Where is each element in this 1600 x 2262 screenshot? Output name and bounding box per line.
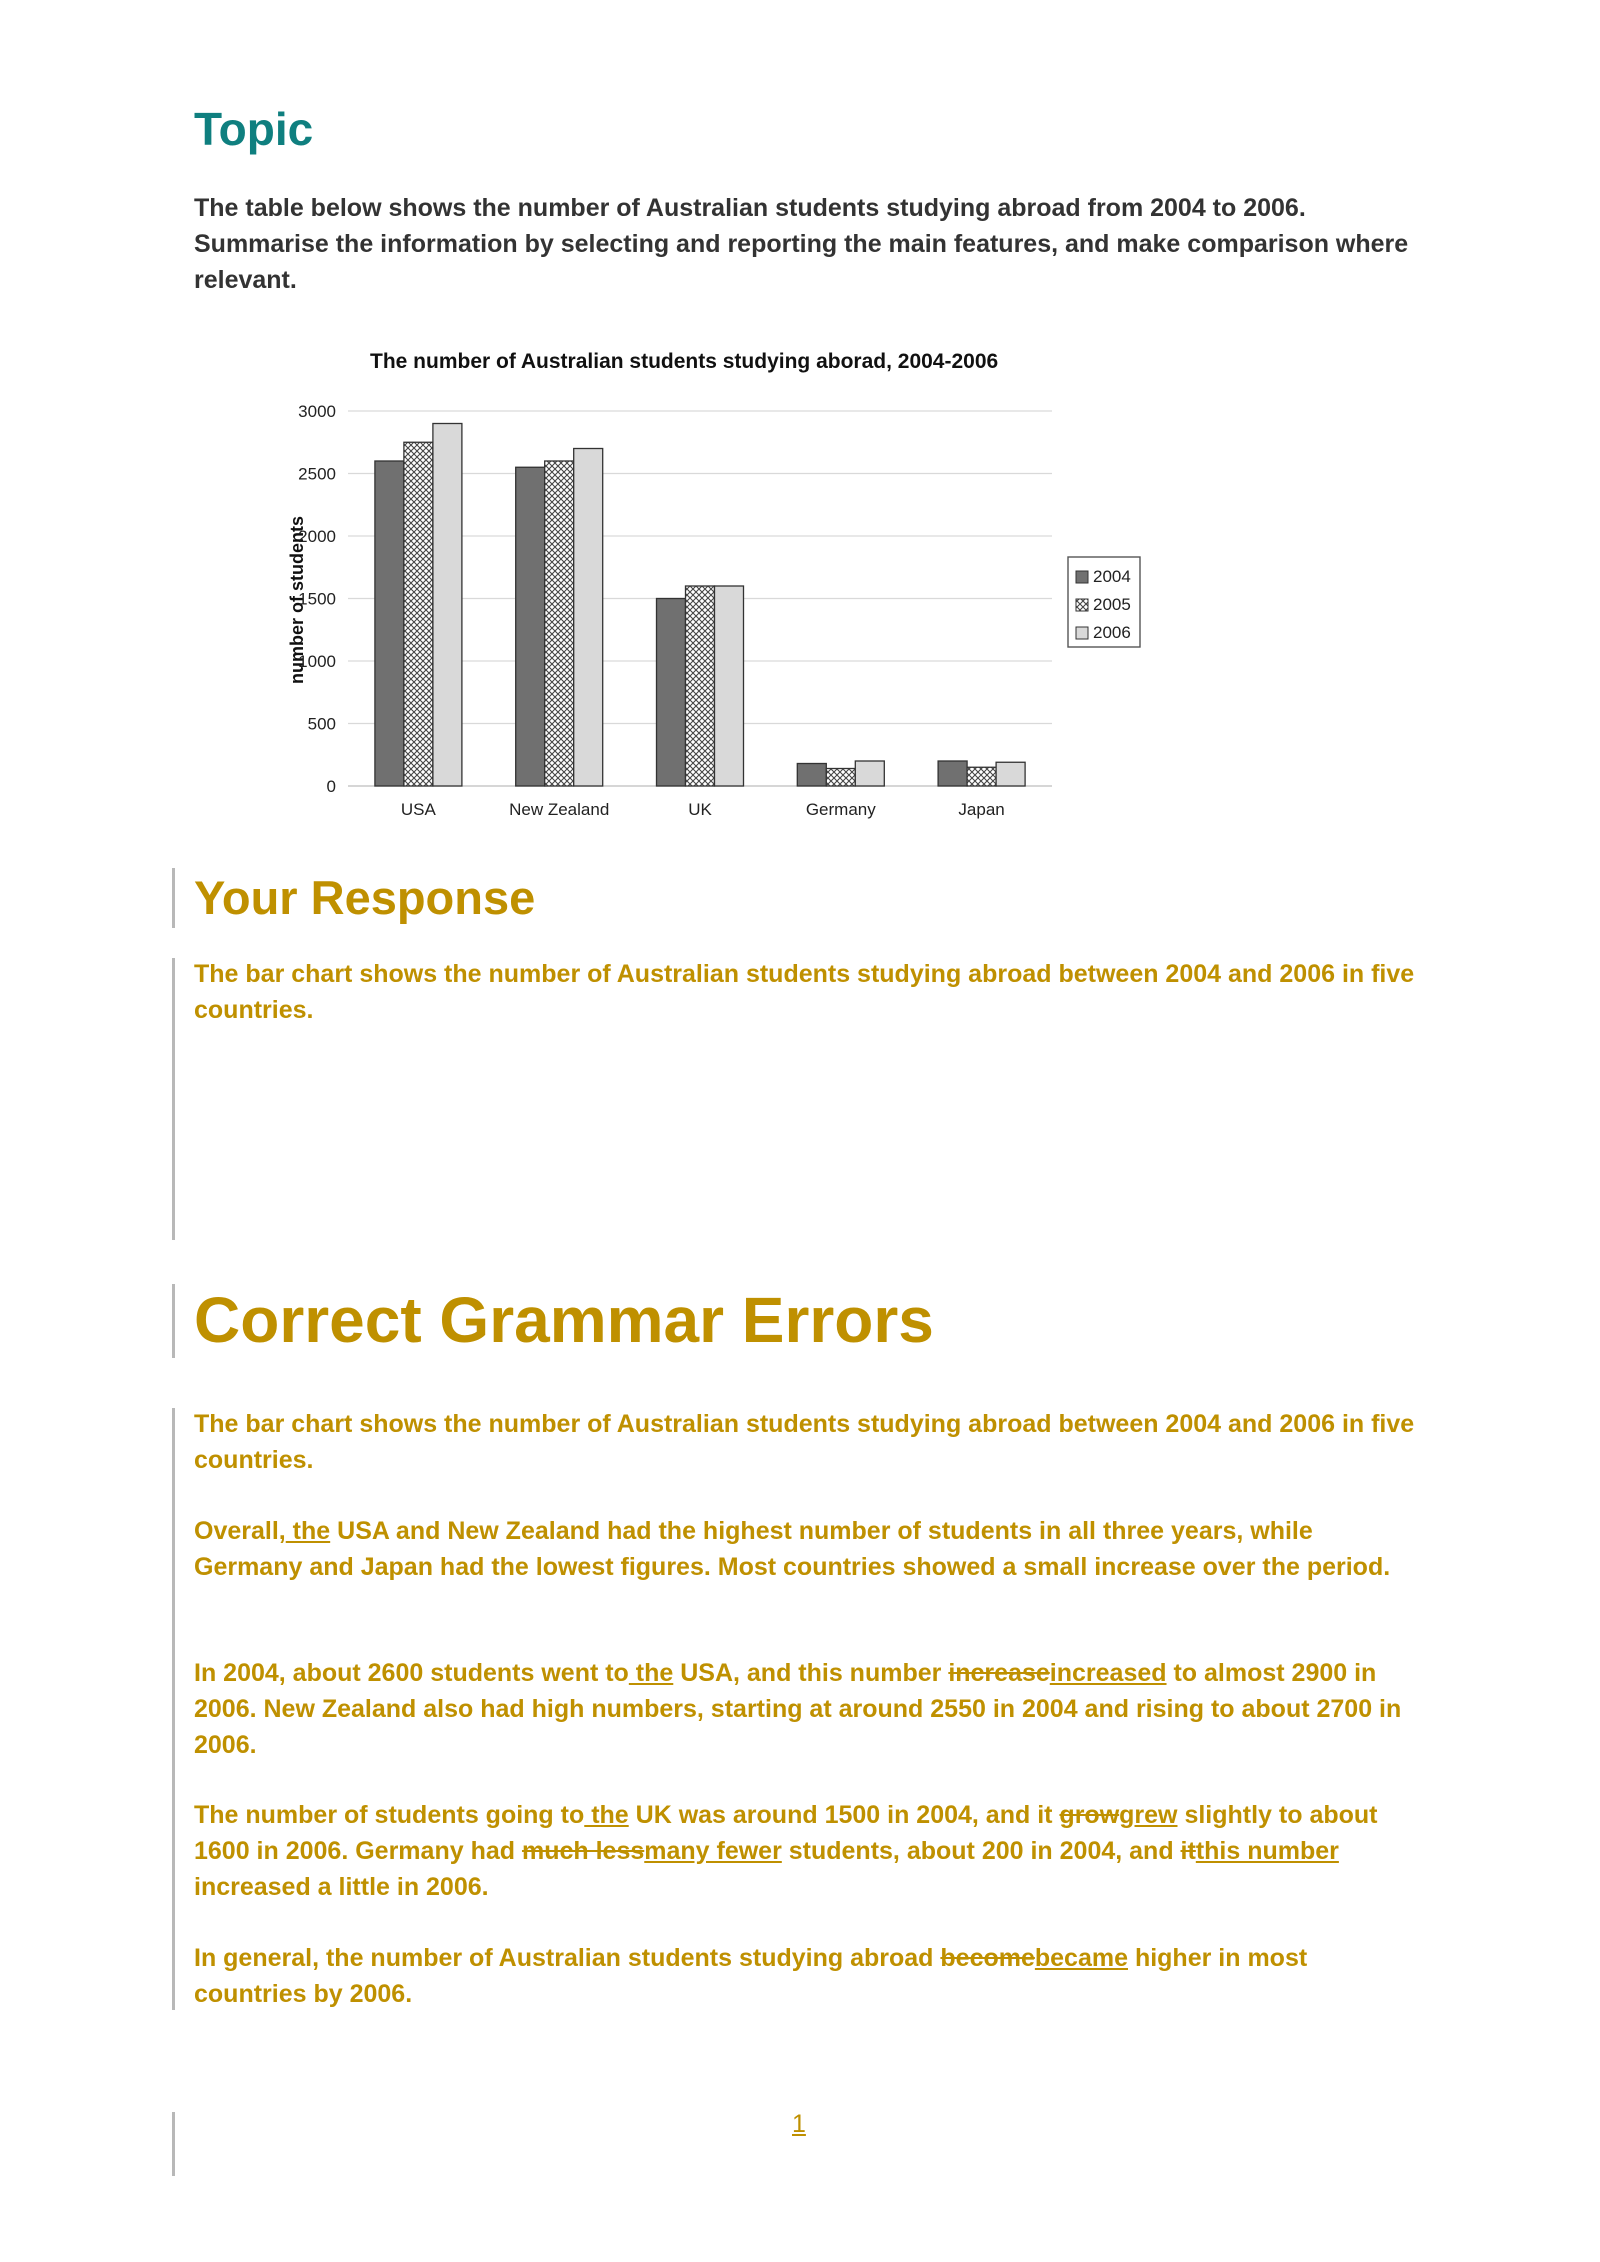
corrected-paragraph-3: In 2004, about 2600 students went to the USA, and this number increaseincreased to almost 2900 in 2006. New Zealand also had high numbers, starting at around 2550 in 2004 and rising to about 2700 in 2006.	[194, 1659, 1402, 1759]
legend-swatch	[1076, 571, 1088, 583]
bar-2004	[375, 461, 404, 786]
legend-swatch	[1076, 627, 1088, 639]
topic-heading: Topic	[194, 103, 314, 155]
y-tick-labels	[298, 402, 336, 796]
bar-2006	[996, 762, 1025, 786]
deleted-text: grow	[1059, 1801, 1120, 1829]
bar-2005	[686, 586, 715, 786]
revision-bar	[172, 958, 175, 1240]
response-heading: Your Response	[194, 871, 536, 924]
corrected-paragraph-2: Overall, the USA and New Zealand had the highest number of students in all three years, while Germany and Japan had the lowest figures. Most countries showed a small increase over the period.	[194, 1517, 1391, 1581]
y-tick-label: 0	[326, 777, 336, 796]
deleted-text: increase	[948, 1659, 1050, 1687]
legend-swatch	[1076, 599, 1088, 611]
y-tick-label: 1000	[298, 652, 336, 671]
corrected-paragraph-5: In general, the number of Australian students studying abroad becomebecame higher in most countries by 2006.	[194, 1944, 1308, 2008]
revision-bar	[172, 2112, 175, 2176]
y-tick-label: 3000	[298, 402, 336, 421]
x-tick-label: USA	[400, 800, 436, 819]
inserted-text: the	[628, 1659, 674, 1687]
bar-2004	[516, 467, 545, 786]
legend-label: 2006	[1093, 623, 1131, 642]
corrected-paragraph-1: The bar chart shows the number of Australian students studying abroad between 2004 and 2006 in five countries.	[194, 1410, 1415, 1474]
corrected-paragraph-4: The number of students going to the UK was around 1500 in 2004, and it growgrew slightly to about 1600 in 2006. Germany had much lessmany fewer students, about 200 in 2004, and itthis number increased a little in 2006.	[194, 1801, 1378, 1901]
deleted-text: much less	[521, 1837, 645, 1865]
bar-chart-svg	[270, 340, 1170, 840]
bar-2005	[404, 442, 433, 786]
corrections-heading: Correct Grammar Errors	[194, 1284, 934, 1356]
x-tick-label: Japan	[958, 800, 1005, 819]
response-text: The bar chart shows the number of Australian students studying abroad between 2004 and 2006 in five countries.	[194, 960, 1415, 1024]
legend-label: 2005	[1093, 595, 1131, 614]
inserted-text: ,	[971, 1801, 979, 1829]
page-number: 1	[792, 2110, 806, 2138]
inserted-text: became	[1034, 1944, 1128, 1972]
revision-bar	[172, 1408, 175, 2010]
bar-2006	[574, 449, 603, 787]
inserted-text: increased	[1049, 1659, 1167, 1687]
x-tick-label: New Zealand	[509, 800, 610, 819]
y-tick-label: 1500	[298, 589, 336, 609]
y-tick-label: 2000	[298, 527, 336, 546]
bars	[375, 424, 1025, 787]
y-axis-label: number of students	[287, 515, 307, 685]
inserted-text: the	[285, 1517, 331, 1545]
bar-2006	[433, 424, 462, 787]
x-tick-label: UK	[688, 800, 712, 819]
revision-bar	[172, 868, 175, 928]
bar-chart	[270, 340, 1170, 840]
bar-2005	[967, 767, 996, 786]
bar-2006	[715, 586, 744, 786]
inserted-text: the	[584, 1801, 629, 1829]
bar-2004	[938, 761, 967, 786]
inserted-text: many fewer	[644, 1837, 782, 1865]
legend-label: 2004	[1093, 567, 1131, 586]
x-tick-labels	[401, 800, 1005, 819]
revision-bar	[172, 1284, 175, 1358]
inserted-text: grew	[1119, 1801, 1178, 1829]
x-tick-label: Germany	[805, 800, 876, 819]
inserted-text: this number	[1195, 1837, 1339, 1865]
y-tick-label: 500	[307, 714, 336, 734]
bar-2004	[797, 764, 826, 787]
deleted-text: it	[1180, 1837, 1196, 1865]
topic-text: The table below shows the number of Australian students studying abroad from 2004 to 2006. Summarise the information by selecting and reporting the main features, and make comparison where relevant.	[194, 194, 1409, 294]
deleted-text: become	[940, 1944, 1035, 1972]
chart-legend	[1068, 557, 1140, 647]
bar-2004	[657, 599, 686, 787]
bar-2005	[826, 769, 855, 787]
bar-2005	[545, 461, 574, 786]
chart-title: The number of Australian students studying aborad, 2004-2006	[370, 350, 999, 373]
y-tick-label: 2500	[298, 464, 336, 484]
bar-2006	[855, 761, 884, 786]
